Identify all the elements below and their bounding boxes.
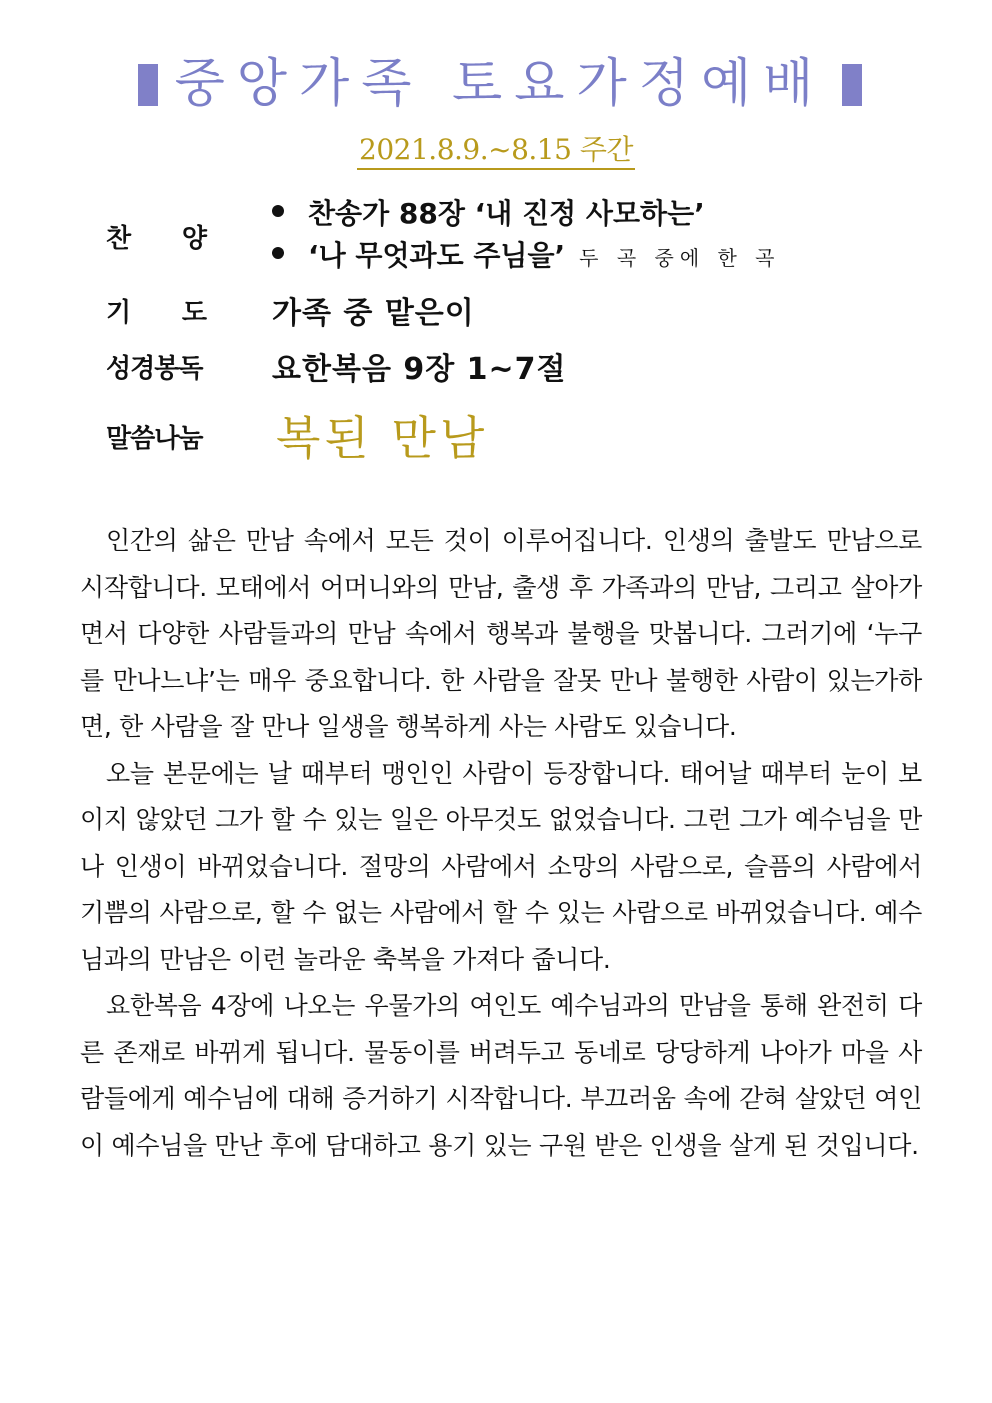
hymn-list — [272, 192, 892, 276]
hymn-label-b: 양 — [181, 224, 206, 254]
page-title: 중앙가족 토요가정예배 — [174, 54, 826, 114]
hymn-label — [106, 218, 206, 255]
bullet-icon — [272, 205, 284, 217]
hymn-item — [272, 234, 892, 276]
prayer-label-b: 도 — [181, 298, 206, 328]
body-paragraph: 요한복음 4장에 나오는 우물가의 여인도 예수님과의 만남을 통해 완전히 다른 존재로 바뀌게 됩니다. 물동이를 버려두고 동네로 당당하게 나아가 마을 사람들에게 예수님에 대해 증거하기 시작합니다. 부끄러움 속에 갇혀 살았던 여인이 예수님을 만난 후에 담대하고 용기 있는 구원 받은 인생을 살게 된 것입니다. — [80, 991, 922, 1160]
hymn-item-text: 찬송가 88장 ‘내 진정 사모하는’ — [308, 197, 705, 230]
week-range: 2021.8.9.~8.15 주간 — [357, 133, 635, 170]
reading-value: 요한복음 9장 1~7절 — [272, 352, 567, 387]
reading-label: 성경봉독 — [106, 354, 203, 384]
prayer-label-a: 기 — [106, 298, 131, 328]
bullet-icon — [272, 247, 284, 259]
hymn-item — [272, 192, 892, 234]
title-right-bar — [842, 64, 862, 106]
sermon-title: 복된 만남 — [276, 411, 489, 465]
title-left-bar — [138, 64, 158, 106]
sermon-body — [80, 518, 922, 1169]
hymn-item-text: ‘나 무엇과도 주님을’ — [308, 239, 566, 272]
hymn-label-a: 찬 — [106, 224, 131, 254]
hymn-note: 두 곡 중에 한 곡 — [579, 246, 781, 270]
sermon-label: 말씀나눔 — [106, 424, 203, 454]
worship-header — [0, 44, 992, 124]
week-subtitle — [0, 128, 992, 168]
prayer-label — [106, 292, 206, 329]
body-paragraph: 오늘 본문에는 날 때부터 맹인인 사람이 등장합니다. 태어날 때부터 눈이 보이지 않았던 그가 할 수 있는 일은 아무것도 없었습니다. 그런 그가 예수님을 만나 인생이 바뀌었습니다. 절망의 사람에서 소망의 사람으로, 슬픔의 사람에서 기쁨의 사람으로, 할 수 없는 사람에서 할 수 있는 사람으로 바뀌었습니다. 예수님과의 만남은 이런 놀라운 축복을 가져다 줍니다. — [80, 758, 922, 974]
body-paragraph: 인간의 삶은 만남 속에서 모든 것이 이루어집니다. 인생의 출발도 만남으로 시작합니다. 모태에서 어머니와의 만남, 출생 후 가족과의 만남, 그리고 살아가면서 다양한 사람들과의 만남 속에서 행복과 불행을 맛봅니다. 그러기에 ‘누구를 만나느냐’는 매우 중요합니다. 한 사람을 잘못 만나 불행한 사람이 있는가하면, 한 사람을 잘 만나 일생을 행복하게 사는 사람도 있습니다. — [80, 526, 922, 741]
prayer-value: 가족 중 맡은이 — [272, 296, 475, 331]
